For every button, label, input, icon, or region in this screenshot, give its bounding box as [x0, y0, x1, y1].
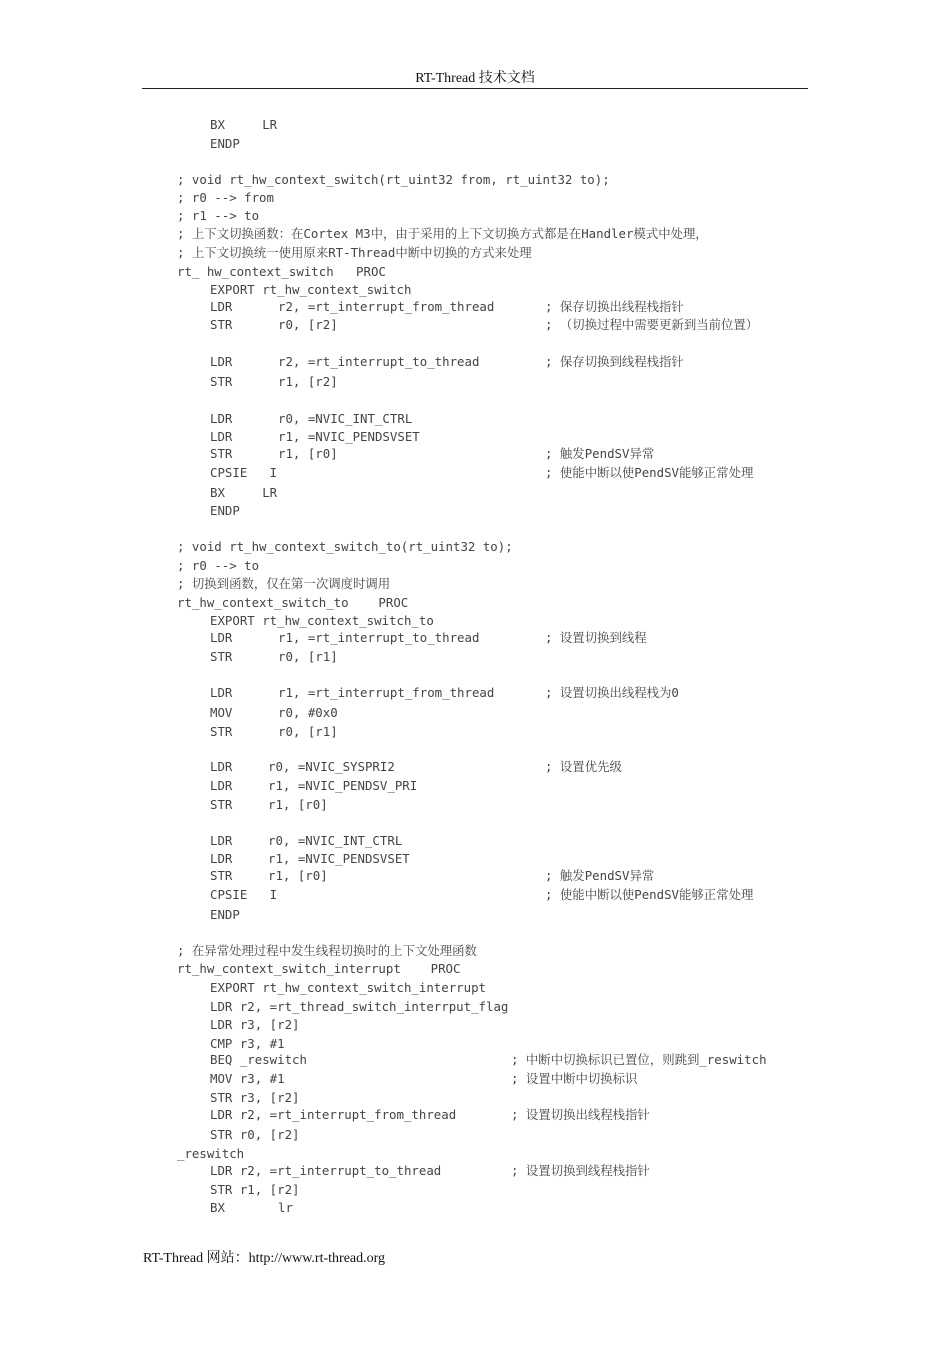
code-line: LDR: [210, 833, 233, 848]
code-line: LDR r2, =rt_interrupt_from_thread: [210, 1107, 457, 1122]
code-line: ENDP: [210, 907, 240, 922]
code-comment: ; 上下文切换函数：在Cortex M3中，由于采用的上下文切换方式都是在Handler模式中处理，: [177, 226, 708, 241]
code-comment: ; 设置切换到线程栈指针: [511, 1163, 650, 1178]
code-line: r0, #0x0: [278, 705, 338, 720]
code-comment: ; 上下文切换统一使用原来RT-Thread中断中切换的方式来处理: [177, 245, 532, 260]
code-comment: ; 切换到函数，仅在第一次调度时调用: [177, 576, 391, 591]
code-line: STR: [210, 868, 233, 883]
code-line: BX: [210, 1200, 225, 1215]
code-comment: ; r0 --> from: [177, 190, 274, 205]
code-comment: ; （切换过程中需要更新到当前位置）: [545, 317, 759, 332]
code-comment: ; 触发PendSV异常: [545, 446, 655, 461]
code-comment: ; 中断中切换标识已置位，则跳到_reswitch: [511, 1052, 767, 1067]
code-comment: ; 在异常处理过程中发生线程切换时的上下文处理函数: [177, 943, 477, 958]
code-line: STR r3, [r2]: [210, 1090, 300, 1105]
code-line: MOV r3, #1: [210, 1071, 285, 1086]
code-line: STR: [210, 797, 233, 812]
code-line: r1, =NVIC_PENDSVSET: [278, 429, 420, 444]
code-line: rt_hw_context_switch_interrupt PROC: [177, 961, 461, 976]
code-line: STR: [210, 446, 233, 461]
code-comment: ; r0 --> to: [177, 558, 260, 573]
code-line: EXPORT rt_hw_context_switch: [210, 282, 412, 297]
code-line: r2, =rt_interrupt_to_thread: [278, 354, 480, 369]
code-line: r1, [r0]: [268, 868, 328, 883]
code-line: STR: [210, 374, 233, 389]
code-comment: ; 设置切换到线程: [545, 630, 647, 645]
code-line: STR: [210, 724, 233, 739]
code-line: r1, =rt_interrupt_from_thread: [278, 685, 495, 700]
code-line: r1, [r0]: [268, 797, 328, 812]
code-line: MOV: [210, 705, 233, 720]
code-line: CPSIE I: [210, 465, 278, 480]
code-line: LDR: [210, 299, 233, 314]
code-line: BX LR: [210, 117, 278, 132]
code-line: r1, =NVIC_PENDSV_PRI: [268, 778, 418, 793]
code-line: ENDP: [210, 503, 240, 518]
code-line: r1, [r2]: [278, 374, 338, 389]
code-comment: ; r1 --> to: [177, 208, 260, 223]
code-line: EXPORT rt_hw_context_switch_interrupt: [210, 980, 487, 995]
code-line: CPSIE I: [210, 887, 278, 902]
code-line: LDR: [210, 759, 233, 774]
code-line: CMP r3, #1: [210, 1036, 285, 1051]
code-line: r0, [r1]: [278, 724, 338, 739]
code-line: EXPORT rt_hw_context_switch_to: [210, 613, 434, 628]
code-line: r1, [r0]: [278, 446, 338, 461]
code-line: LDR r2, =rt_thread_switch_interrput_flag: [210, 999, 509, 1014]
code-line: lr: [278, 1200, 293, 1215]
code-line: BX LR: [210, 485, 278, 500]
code-line: STR r1, [r2]: [210, 1182, 300, 1197]
code-line: rt_ hw_context_switch PROC: [177, 264, 386, 279]
code-line: r0, =NVIC_SYSPRI2: [268, 759, 395, 774]
code-comment: ; 设置优先级: [545, 759, 622, 774]
code-comment: ; 保存切换出线程栈指针: [545, 299, 684, 314]
code-comment: ; 设置切换出线程栈指针: [511, 1107, 650, 1122]
code-comment: ; 设置切换出线程栈为0: [545, 685, 679, 700]
code-line: r1, =NVIC_PENDSVSET: [268, 851, 410, 866]
code-line: LDR: [210, 778, 233, 793]
code-comment: ; void rt_hw_context_switch_to(rt_uint32 to);: [177, 539, 513, 554]
code-comment: ; 保存切换到线程栈指针: [545, 354, 684, 369]
code-comment: ; 使能中断以使PendSV能够正常处理: [545, 465, 754, 480]
code-line: _reswitch: [177, 1146, 245, 1161]
code-line: BEQ _reswitch: [210, 1052, 307, 1067]
code-line: ENDP: [210, 136, 240, 151]
code-line: LDR: [210, 411, 233, 426]
code-line: r0, =NVIC_INT_CTRL: [268, 833, 403, 848]
page-footer: RT-Thread 网站：http://www.rt-thread.org: [143, 1251, 386, 1266]
code-line: STR: [210, 317, 233, 332]
code-line: LDR r3, [r2]: [210, 1017, 300, 1032]
code-line: r2, =rt_interrupt_from_thread: [278, 299, 495, 314]
code-line: LDR: [210, 630, 233, 645]
code-line: STR: [210, 649, 233, 664]
code-line: LDR: [210, 685, 233, 700]
code-line: LDR: [210, 851, 233, 866]
code-line: r1, =rt_interrupt_to_thread: [278, 630, 480, 645]
code-line: LDR: [210, 354, 233, 369]
page-header-title: RT-Thread 技术文档: [415, 71, 535, 86]
code-comment: ; void rt_hw_context_switch(rt_uint32 from, rt_uint32 to);: [177, 172, 610, 187]
code-line: LDR: [210, 429, 233, 444]
code-comment: ; 设置中断中切换标识: [511, 1071, 638, 1086]
code-line: LDR r2, =rt_interrupt_to_thread: [210, 1163, 442, 1178]
code-line: r0, [r1]: [278, 649, 338, 664]
code-line: STR r0, [r2]: [210, 1127, 300, 1142]
code-line: r0, =NVIC_INT_CTRL: [278, 411, 413, 426]
code-comment: ; 触发PendSV异常: [545, 868, 655, 883]
code-line: r0, [r2]: [278, 317, 338, 332]
code-line: rt_hw_context_switch_to PROC: [177, 595, 409, 610]
code-comment: ; 使能中断以使PendSV能够正常处理: [545, 887, 754, 902]
